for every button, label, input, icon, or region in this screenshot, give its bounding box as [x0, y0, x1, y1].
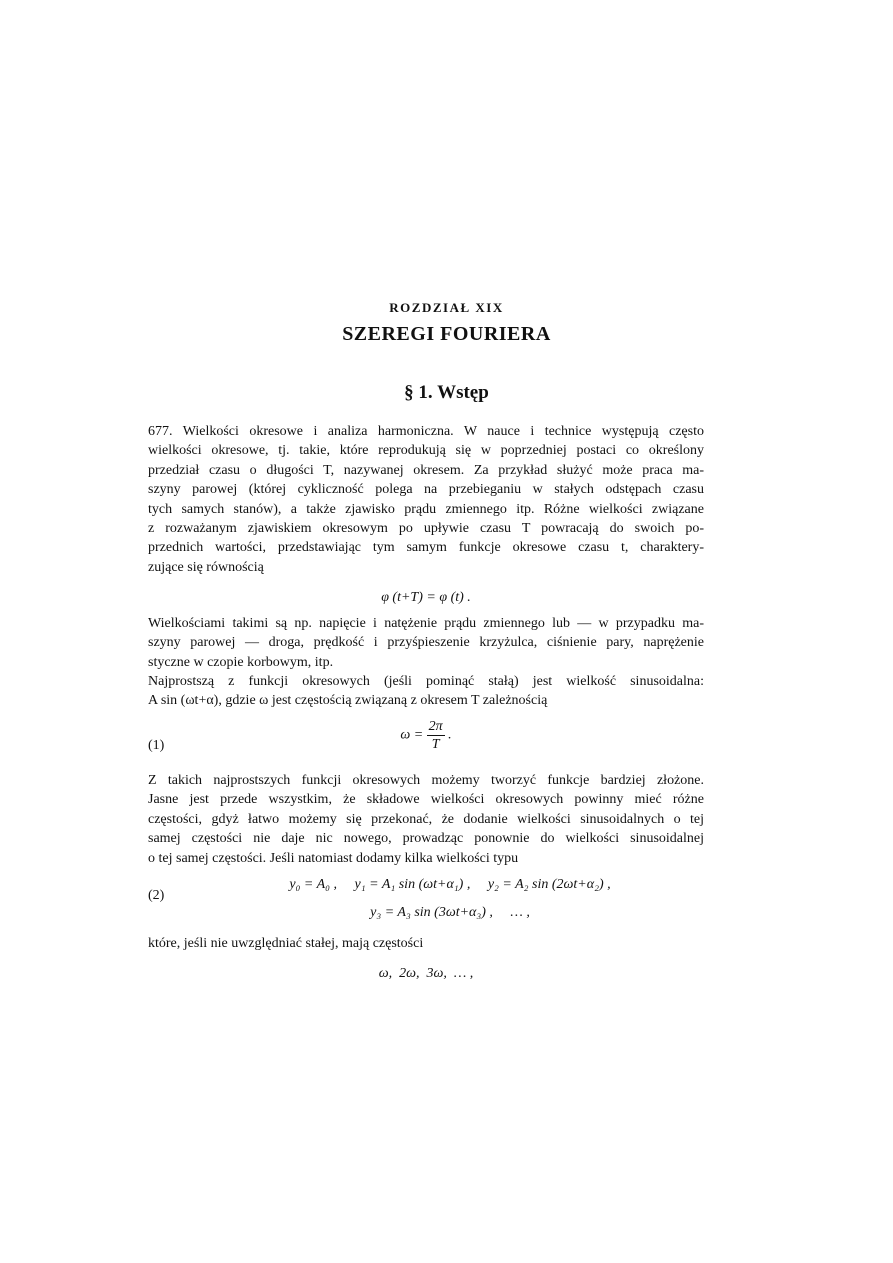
text-line: samej częstości nie daje nic nowego, prowadząc ponownie do wielkości sinusoidalnej: [148, 831, 704, 847]
text-line: 677. Wielkości okresowe i analiza harmoniczna. W nauce i technice występują często: [148, 424, 704, 439]
text-line: Z takich najprostszych funkcji okresowych możemy tworzyć funkcje bardziej złożone.: [148, 773, 704, 788]
chapter-label: ROZDZIAŁ XIX: [389, 300, 504, 315]
text-line: częstości, gdyż łatwo możemy się przekonać, że dodanie wielkości sinusoidalnych o tej: [148, 811, 704, 827]
text-line: Wielkościami takimi są np. napięcie i natężenie prądu zmiennego lub — w przypadku ma-: [148, 616, 704, 631]
paragraph-frequencies: [148, 934, 704, 953]
text-line: A sin (ωt+α), gdzie ω jest częstością związaną z okresem T zależnością: [148, 693, 548, 709]
text-line: przedział czasu o długości T, nazywanej okresem. Za przykład służyć może praca ma-: [148, 462, 704, 478]
paragraph-examples: [148, 614, 704, 672]
text-line: przednich wartości, przedstawiając tym samym funkcje okresowe czasu t, charaktery-: [148, 540, 704, 556]
chapter-title: SZEREGI FOURIERA: [342, 323, 551, 345]
fraction-numerator: 2π: [428, 719, 443, 734]
equation-trail: .: [448, 727, 452, 743]
formula-periodicity: φ (t+T) = φ (t) .: [381, 590, 471, 605]
text-line: tych samych stanów), a także zjawisko prądu zmiennego itp. Różne wielkości związane: [148, 501, 704, 517]
fraction: [427, 718, 445, 753]
section-heading: § 1. Wstęp: [404, 382, 489, 403]
equation-number-2: (2): [148, 888, 165, 903]
paragraph-sinusoid: [148, 672, 704, 711]
text-line: Jasne jest przede wszystkim, że składowe wielkości okresowych powinny mieć różne: [148, 792, 704, 808]
text-line: zujące się równością: [148, 559, 264, 575]
text-line: szyny parowej (której cykliczność polega na przebieganiu w stałych odstępach czasu: [148, 482, 704, 498]
equation-components-line2: y₃ = A₃ sin (3ωt+α₃) , … ,: [370, 905, 530, 920]
text-line: styczne w czopie korbowym, itp.: [148, 654, 334, 670]
text-line: z rozważanym zjawiskiem okresowym po upływie czasu T powracają do swoich po-: [148, 520, 704, 536]
text-line: o tej samej częstości. Jeśli natomiast dodamy kilka wielkości typu: [148, 850, 519, 866]
equation-number-1: (1): [148, 738, 165, 753]
text-line: szyny parowej — droga, prędkość i przyśpieszenie krzyżulca, ciśnienie pary, naprężenie: [148, 635, 704, 651]
text-line: które, jeśli nie uwzględniać stałej, mają częstości: [148, 936, 424, 951]
equation-omega: [148, 718, 704, 753]
paragraph-intro: [148, 422, 704, 577]
text-line: Najprostszą z funkcji okresowych (jeśli pominąć stałą) jest wielkość sinusoidalna:: [148, 674, 704, 689]
equation-components-line1: y₀ = A₀ , y₁ = A₁ sin (ωt+α₁) , y₂ = A₂ sin (2ωt+α₂) ,: [289, 877, 611, 892]
formula-frequencies: ω, 2ω, 3ω, … ,: [378, 966, 474, 981]
paragraph-composition: [148, 771, 704, 868]
equation-lhs: ω =: [400, 727, 424, 743]
text-line: wielkości okresowe, tj. takie, które reprodukują się w poprzedniej postaci co określony: [148, 443, 704, 459]
fraction-denominator: T: [431, 737, 440, 752]
